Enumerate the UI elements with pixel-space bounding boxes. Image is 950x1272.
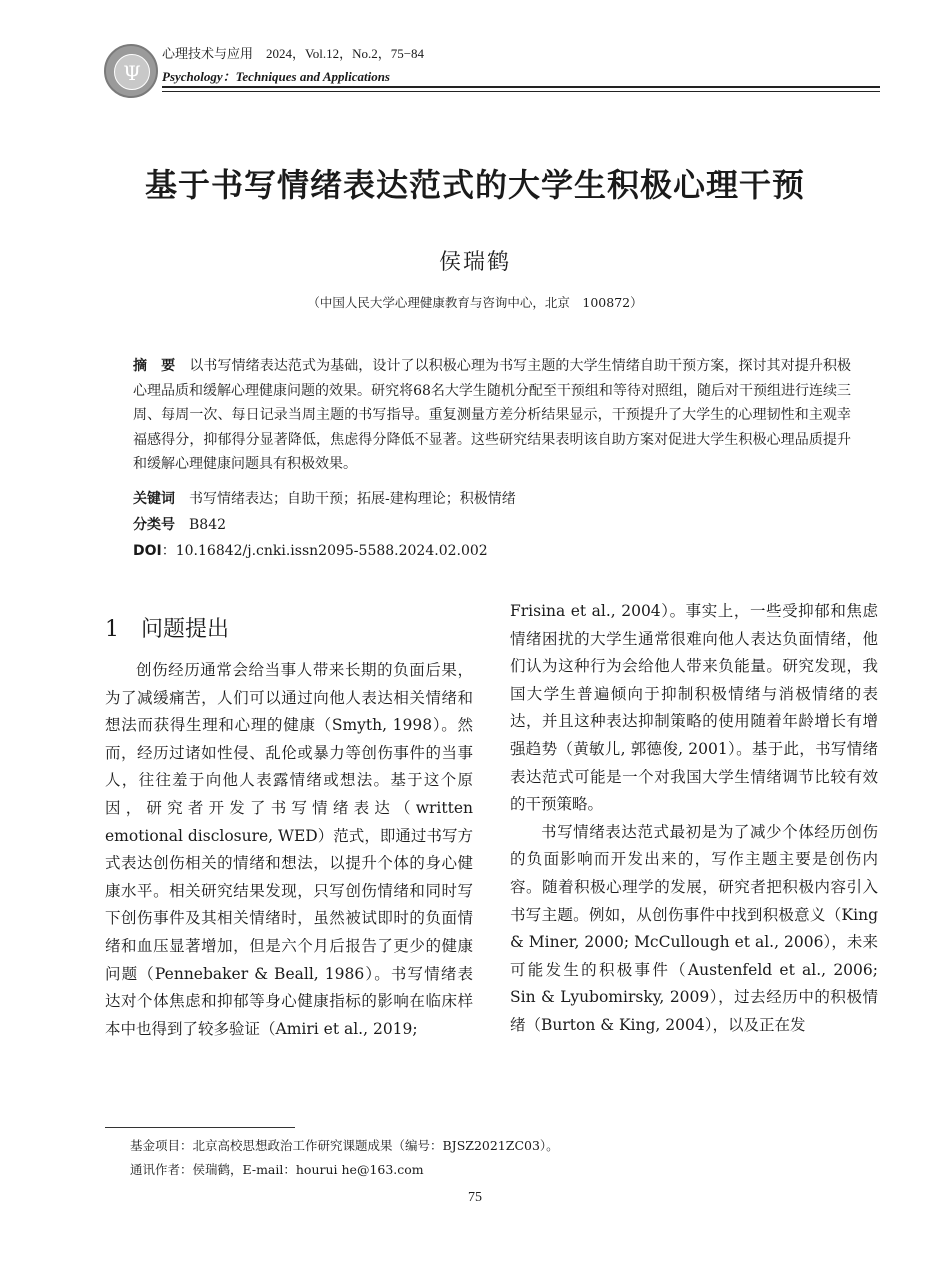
- abstract-label: 摘 要: [133, 358, 176, 374]
- section-heading: [105, 612, 229, 643]
- classification: [133, 514, 226, 534]
- classification-text: B842: [189, 517, 227, 533]
- left-column: [105, 657, 473, 1043]
- journal-english-name: Psychology：Techniques and Applications: [162, 69, 390, 84]
- paragraph: 书写情绪表达范式最初是为了减少个体经历创伤的负面影响而开发出来的，写作主题主要是创伤内容。随着积极心理学的发展，研究者把积极内容引入书写主题。例如，从创伤事件中找到积极意义（King & Miner, 2000; McCullough et al., 2006），未来可能发生的积极事件（Austenfeld et al., 2006; Sin & Lyubomirsky, 2009），过去经历中的积极情绪（Burton & King, 2004），以及正在发: [510, 822, 878, 1034]
- classification-label: 分类号: [133, 517, 175, 533]
- doi: [133, 540, 488, 560]
- header-rule-thick: [162, 86, 880, 88]
- paragraph: Frisina et al., 2004）。事实上，一些受抑郁和焦虑情绪困扰的大学生通常很难向他人表达负面情绪，他们认为这种行为会给他人带来负能量。研究发现，我国大学生普遍倾向于抑制积极情绪与消极情绪的表达，并且这种表达抑制策略的使用随着年龄增长有增强趋势（黄敏儿, 郭德俊, 2001）。基于此，书写情绪表达范式可能是一个对我国大学生情绪调节比较有效的干预策略。: [510, 602, 878, 814]
- right-column: [510, 598, 878, 1040]
- affiliation: （中国人民大学心理健康教育与咨询中心，北京 100872）: [307, 295, 643, 310]
- paper-title: 基于书写情绪表达范式的大学生积极心理干预: [144, 166, 805, 204]
- footnote-correspondence: 通讯作者：侯瑞鹤，E-mail：hourui he@163.com: [130, 1162, 424, 1177]
- psi-icon: Ψ: [123, 61, 141, 85]
- journal-logo: [104, 44, 158, 98]
- doi-label: DOI: [133, 543, 162, 559]
- keywords: [133, 488, 516, 508]
- section-number: 1: [105, 617, 119, 642]
- header-rule-thin: [162, 91, 880, 92]
- abstract-text: 以书写情绪表达范式为基础，设计了以积极心理为书写主题的大学生情绪自助干预方案，探讨其对提升积极心理品质和缓解心理健康问题的效果。研究将68名大学生随机分配至干预组和等待对照组，随后对干预组进行连续三周、每周一次、每日记录当周主题的书写指导。重复测量方差分析结果显示，干预提升了大学生的心理韧性和主观幸福感得分，抑郁得分显著降低，焦虑得分降低不显著。这些研究结果表明该自助方案对促进大学生积极心理品质提升和缓解心理健康问题具有积极效果。: [133, 358, 852, 472]
- keywords-text: 书写情绪表达；自助干预；拓展-建构理论；积极情绪: [189, 491, 516, 507]
- footnote-rule: [105, 1127, 295, 1128]
- keywords-label: 关键词: [133, 491, 175, 507]
- doi-text: ：10.16842/j.cnki.issn2095-5588.2024.02.002: [161, 543, 488, 559]
- page-number: 75: [468, 1190, 482, 1205]
- section-title: 问题提出: [141, 617, 230, 642]
- abstract: [133, 354, 851, 477]
- journal-citation: 心理技术与应用 2024，Vol.12，No.2，75−84: [162, 46, 425, 61]
- paragraph: 创伤经历通常会给当事人带来长期的负面后果，为了减缓痛苦，人们可以通过向他人表达相关情绪和想法而获得生理和心理的健康（Smyth, 1998）。然而，经历过诸如性侵、乱伦或暴力等创伤事件的当事人，往往羞于向他人表露情绪或想法。基于这个原因，研究者开发了书写情绪表达（written emotional disclosure, WED）范式，即通过书写方式表达创伤相关的情绪和想法，以提升个体的身心健康水平。相关研究结果发现，只写创伤情绪和同时写下创伤事件及其相关情绪时，虽然被试即时的负面情绪和血压显著增加，但是六个月后报告了更少的健康问题（Pennebaker & Beall, 1986）。书写情绪表达对个体焦虑和抑郁等身心健康指标的影响在临床样本中也得到了较多验证（Amiri et al., 2019;: [105, 661, 473, 1038]
- footnote-fund: 基金项目：北京高校思想政治工作研究课题成果（编号：BJSZ2021ZC03）。: [130, 1138, 559, 1153]
- author-name: 侯瑞鹤: [438, 250, 511, 275]
- logo-emblem: [114, 54, 150, 90]
